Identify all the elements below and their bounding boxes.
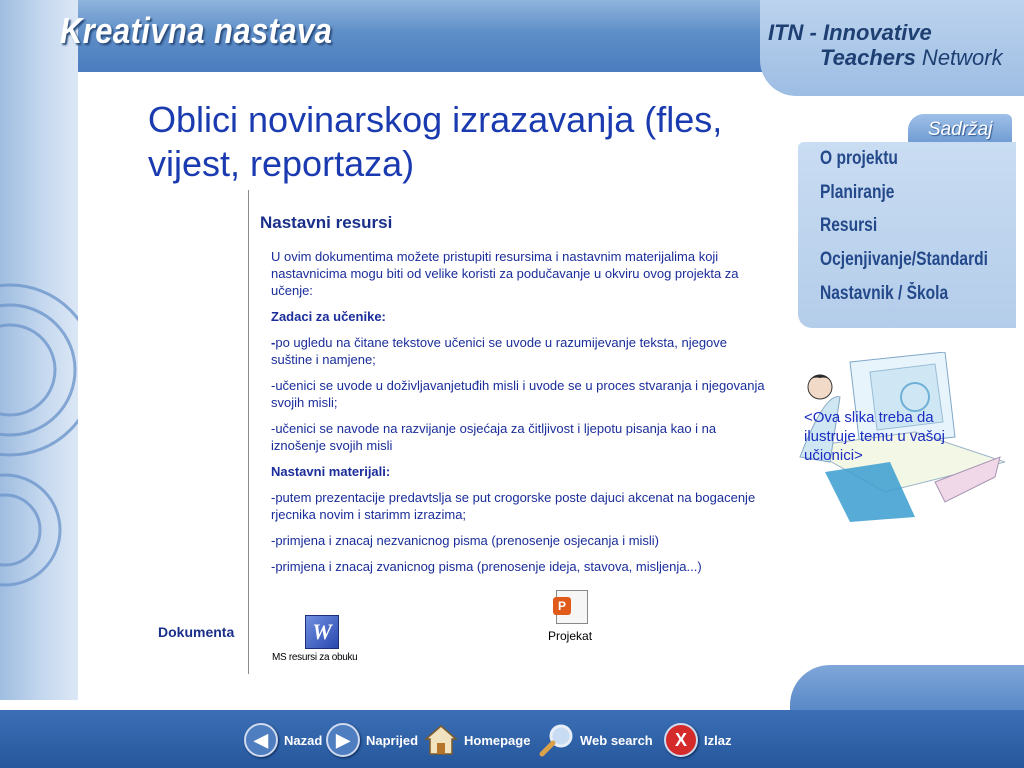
powerpoint-document-icon[interactable]	[556, 590, 588, 624]
swirl-decoration	[0, 250, 78, 630]
sidebar-item-ocjenjivanje[interactable]: Ocjenjivanje/Standardi	[820, 249, 988, 270]
exit-button[interactable]	[664, 718, 731, 762]
itn-network: Network	[915, 45, 1003, 70]
itn-title-line2	[820, 45, 1003, 71]
sidebar-item-planiranje[interactable]: Planiranje	[820, 182, 895, 203]
arrow-right-icon: ▶	[326, 723, 360, 757]
web-search-label: Web search	[580, 732, 653, 748]
word-document-icon[interactable]: W	[305, 615, 339, 649]
arrow-left-icon: ◀	[244, 723, 278, 757]
powerpoint-document-label[interactable]: Projekat	[548, 629, 593, 643]
exit-label: Izlaz	[704, 732, 732, 748]
itn-teachers: Teachers	[820, 45, 916, 70]
brand-title: Kreativna nastava	[60, 10, 333, 51]
close-icon: X	[664, 723, 698, 757]
section-heading: Nastavni resursi	[260, 213, 393, 232]
page-title: Oblici novinarskog izrazavanja (fles, vijest, reportaza)	[148, 99, 723, 184]
zadatak-item: -učenici se uvode u doživljavanjetuđih misli i uvode se u proces stvaranja i njegovanja svojih misli;	[271, 378, 765, 410]
zadatak-item	[271, 334, 771, 368]
clipart-caption: <Ova slika treba da ilustruje temu u vašoj učionici>	[804, 409, 945, 464]
back-button[interactable]	[244, 718, 322, 762]
forward-label: Naprijed	[366, 732, 419, 748]
forward-button[interactable]	[326, 718, 418, 762]
materijali-heading: Nastavni materijali:	[271, 464, 391, 479]
sidebar-item-resursi[interactable]: Resursi	[820, 215, 878, 236]
sidebar-item-nastavnik-skola[interactable]: Nastavnik / Škola	[820, 283, 949, 304]
zadatak-item: -učenici se navode na razvijanje osjećaja za čitljivost i ljepotu pisanja kao i na iznošenje svojih misli	[271, 421, 717, 453]
zadaci-heading: Zadaci za učenike:	[271, 309, 386, 324]
magnifier-search-icon	[538, 723, 576, 757]
powerpoint-badge: P	[553, 597, 571, 615]
materijal-item: -primjena i znacaj zvanicnog pisma (prenosenje ideja, stavova, misljenja...)	[271, 559, 702, 574]
dokumenta-label: Dokumenta	[158, 624, 235, 640]
itn-title-line1: ITN - Innovative	[768, 20, 932, 45]
word-document-label[interactable]: MS resursi za obuku	[272, 652, 358, 663]
zadatak-text: po ugledu na čitane tekstove učenici se uvode u razumijevanje teksta, njegove suštine i namjene;	[271, 335, 728, 367]
content-body	[271, 248, 771, 584]
home-icon	[424, 724, 458, 756]
back-label: Nazad	[284, 732, 323, 748]
materijal-item: -primjena i znacaj nezvanicnog pisma (prenosenje osjecanja i misli)	[271, 533, 660, 548]
vertical-divider	[248, 190, 249, 674]
intro-text: U ovim dokumentima možete pristupiti resursima i nastavnim materijalima koji nastavnicima mogu biti od velike koristi za podučavanje u okviru ovog projekta za učenje:	[271, 249, 739, 298]
sidebar-tab-label: Sadržaj	[928, 119, 993, 140]
sidebar-item-o-projektu[interactable]: O projektu	[820, 148, 898, 169]
web-search-button[interactable]	[538, 718, 653, 762]
homepage-button[interactable]	[424, 718, 530, 762]
zadatak-dash: -	[271, 335, 276, 350]
materijal-item: -putem prezentacije predavtslja se put crogorske poste dajuci akcenat na bogacenje rjecnika novim i starimm izrazima;	[271, 490, 756, 522]
homepage-label: Homepage	[464, 732, 531, 748]
